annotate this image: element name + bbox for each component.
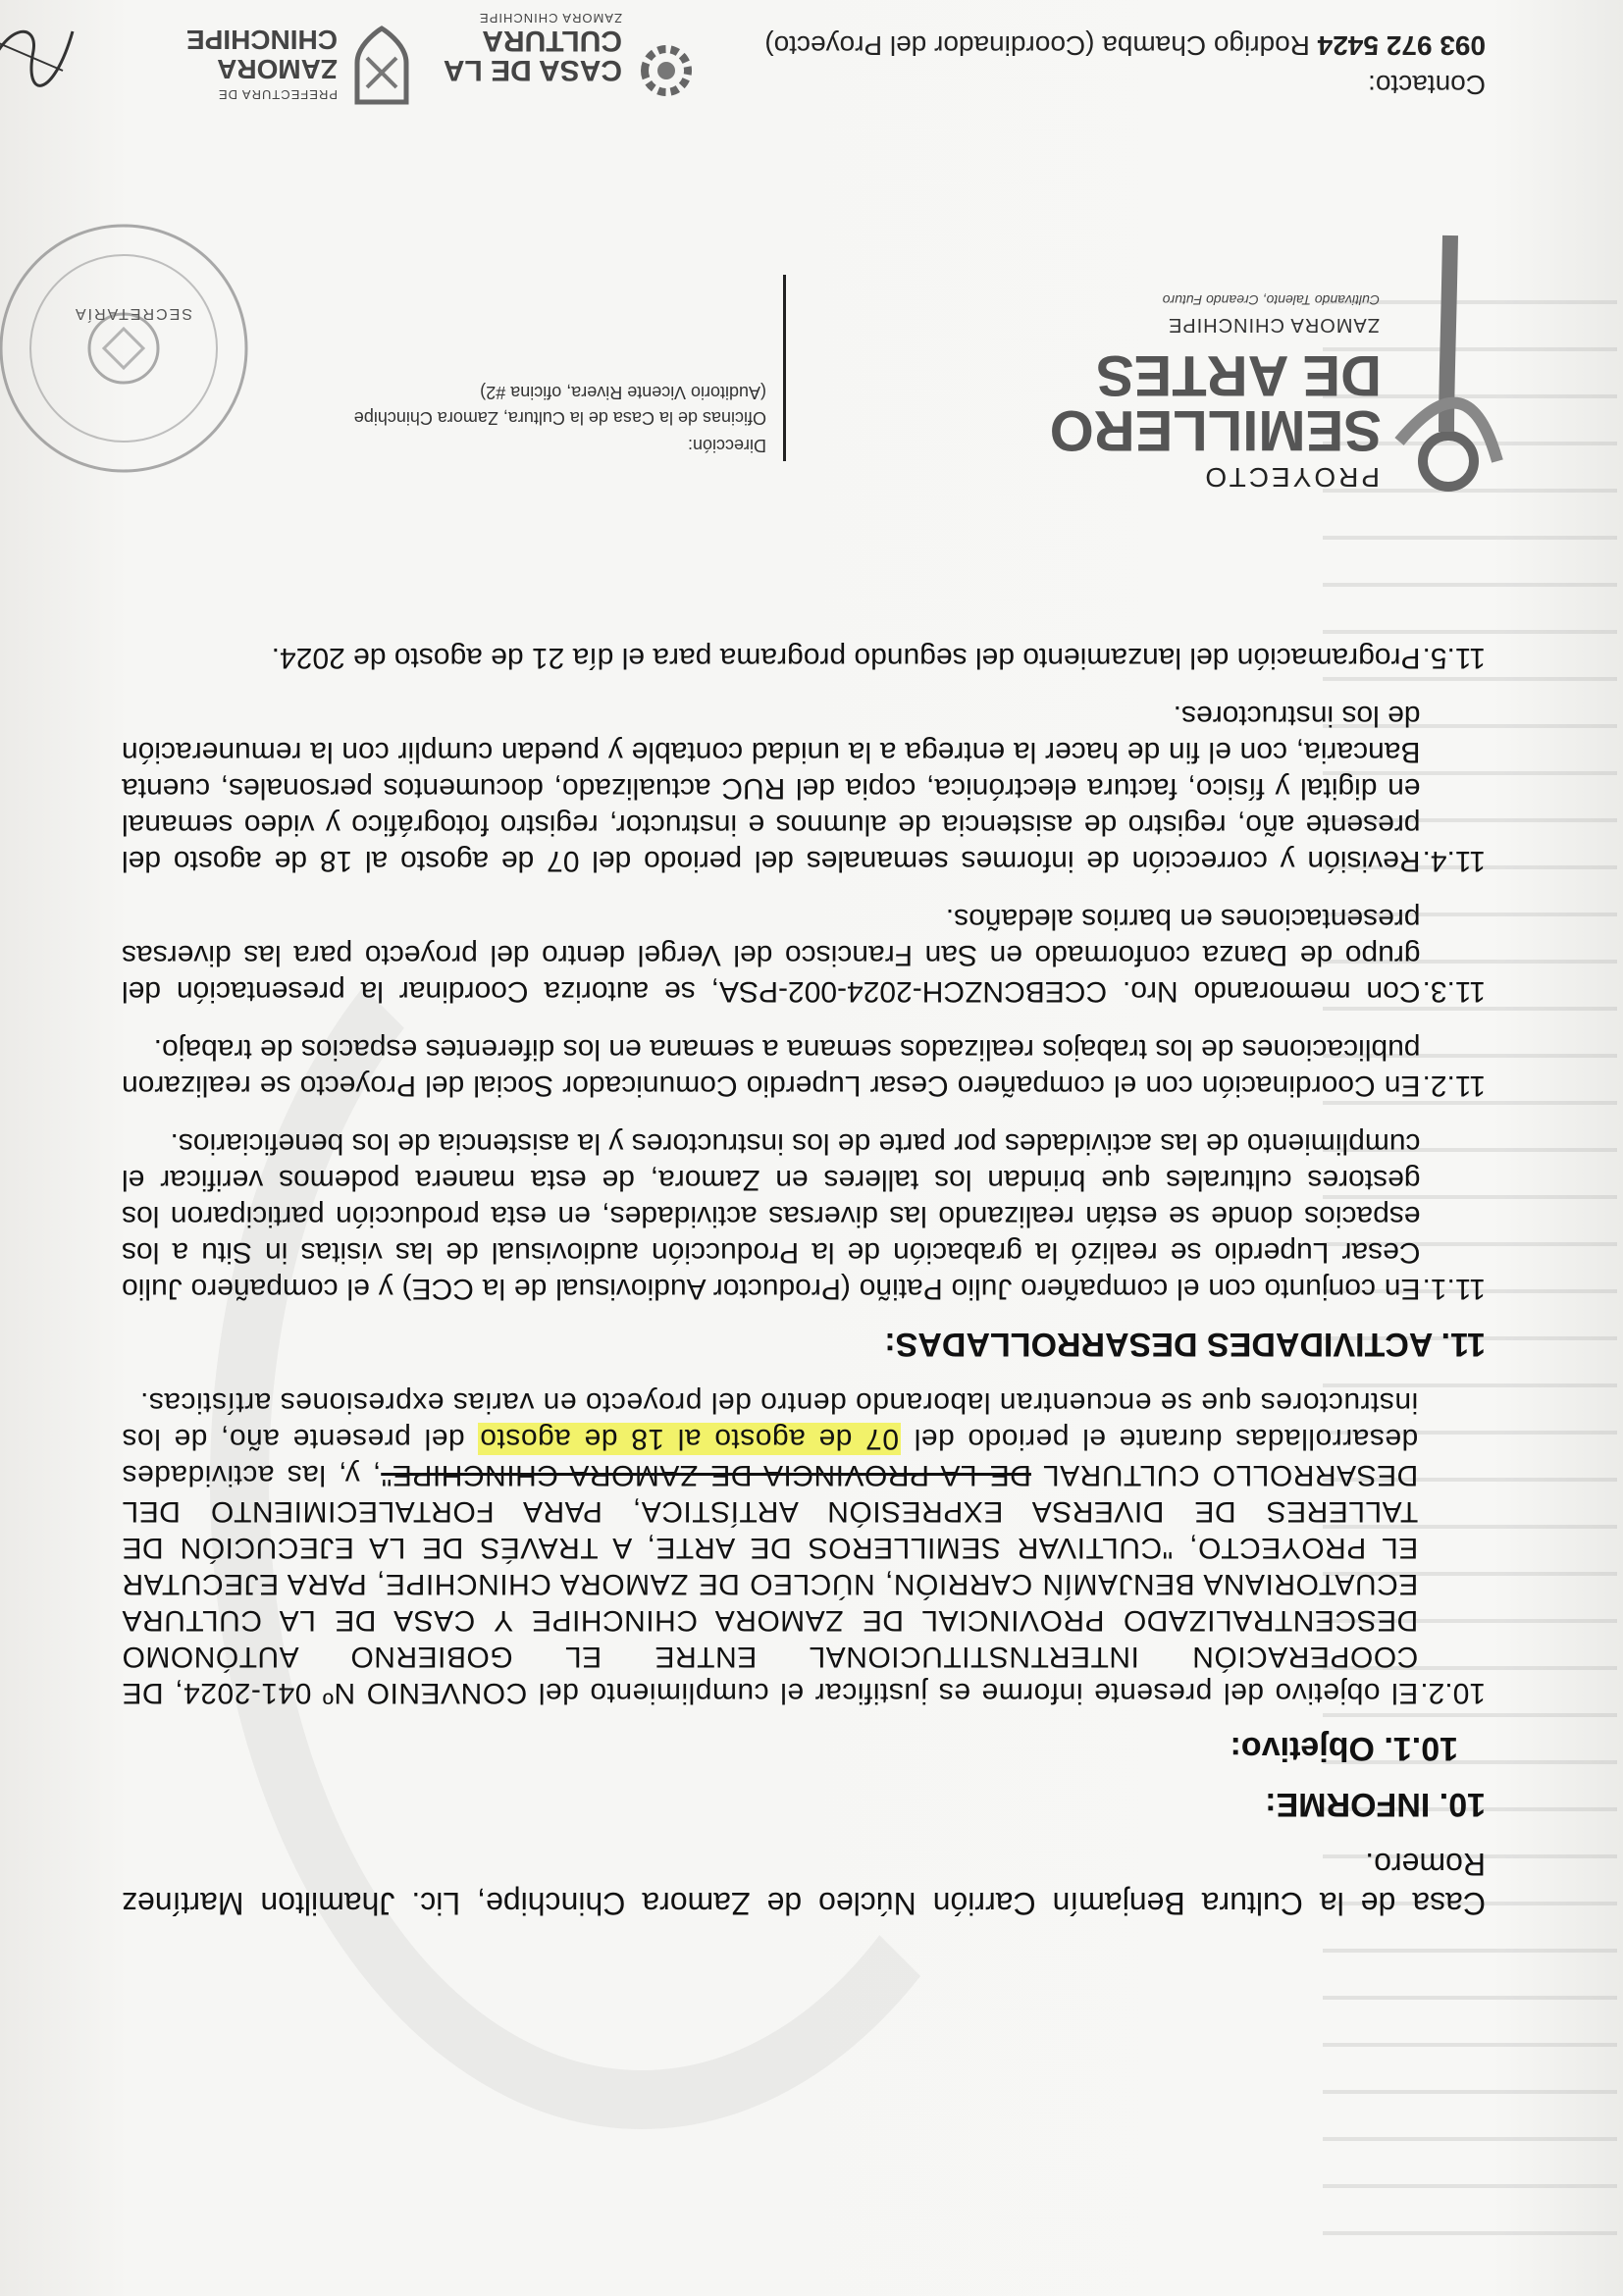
document-body [122, 618, 1486, 1923]
semillero-logo [1049, 226, 1507, 500]
section-11-heading: 11. ACTIVIDADES DESARROLLADAS: [884, 1326, 1486, 1363]
logo-line-1: SEMILLERO [1049, 398, 1382, 462]
activity-item-4 [122, 698, 1486, 879]
handwritten-signature-icon [0, 2, 92, 110]
stamp-text: SECRETARÍA [73, 305, 192, 322]
casa-region: ZAMORA CHINCHIPE [478, 11, 622, 26]
section-10-heading: 10. INFORME: [1265, 1786, 1486, 1823]
activity-item-5 [122, 640, 1486, 676]
objective-text-end: del presente año, de los instructores que se encuentran laborando dentro del proyecto en varias expresiones artísticas. [122, 1386, 1419, 1455]
paragraph-number: 10.2. [1420, 1677, 1486, 1709]
paragraph-10-2 [122, 1384, 1486, 1711]
activity-number: 11.1. [1422, 1273, 1486, 1305]
coat-of-arms-icon [347, 24, 416, 112]
prefectura-line-1: ZAMORA [217, 54, 338, 84]
section-10-1-heading: 10.1. Objetivo: [1230, 1730, 1458, 1767]
contact-phone: 093 972 5424 [1317, 30, 1486, 61]
contact-name: Rodrigo Chamba (Coordinador del Proyecto) [764, 30, 1310, 61]
logo-region: ZAMORA CHINCHIPE [1167, 314, 1380, 336]
footer [112, 12, 1486, 100]
casa-cultura-logo [445, 12, 701, 120]
direccion-line-1: Oficinas de la Casa de la Cultura, Zamora Chinchipe [353, 408, 766, 428]
header-divider [783, 275, 786, 461]
activity-text: En Coordinación con el compañero Cesar Luperdio Comunicador Social del Proyecto se realizaron publicaciones de los trabajos realizados semana a semana en los diferentes espacios de trabajo. [122, 1033, 1421, 1102]
activity-item-2 [122, 1031, 1486, 1104]
activity-number: 11.4. [1422, 845, 1486, 877]
activity-item-3 [122, 901, 1486, 1010]
casa-line-2: CULTURA [482, 25, 622, 57]
prefectura-label: PREFECTURA DE [217, 87, 338, 102]
prefectura-line-2: CHINCHIPE [185, 25, 338, 55]
direccion-label: Dirección: [687, 436, 766, 455]
activity-number: 11.3. [1422, 975, 1486, 1008]
project-label: PROYECTO [1202, 462, 1380, 493]
struck-text: DE LA PROVINCIA DE ZAMORA CHINCHIPE" [381, 1459, 1031, 1491]
contact-label: Contacto: [1368, 70, 1486, 100]
direccion-line-2: (Auditorio Vicente Rivera, oficina #2) [480, 383, 766, 402]
prefectura-logo [161, 12, 416, 120]
logo-tagline: Cultivando Talento, Creando Futuro [1162, 292, 1380, 308]
contact-line [764, 29, 1486, 61]
objective-text-continued: , y, las actividades desarrolladas durante el periodo del [122, 1423, 1419, 1491]
activity-number: 11.5. [1422, 642, 1486, 674]
highlighted-period: 07 de agosto al 18 de agosto [479, 1423, 899, 1455]
gear-icon [632, 31, 701, 110]
activity-item-1 [122, 1125, 1486, 1307]
dancer-figure-icon [1385, 226, 1507, 500]
official-stamp-icon [0, 216, 256, 481]
activity-text: En conjunto con el compañero Julio Patiño (Productor Audiovisual de la CCE) y el compañero Julio Cesar Luperdio se realizó la grabación de la Producción audiovisual de las visitas in Situ a los espacios donde se están realizando las diversas actividades, en esta producción participaron los gestores culturales que brindan los talleres en Zamora, de esta manera podemos verificar el cumplimiento de las actividades por parte de los instructores y la asistencia de los beneficiarios. [122, 1127, 1421, 1305]
logo-line-2: DE ARTES [1095, 343, 1382, 407]
activity-text: Revisión y corrección de informes semanales del periodo del 07 de agosto al 18 de agosto del presente año, registro de asistencia de alumnos e instructor, registro fotográfico y video semanal en digital y físico, factura electrónica, copia del RUC actualizado, documentos personales, cuenta Bancaria, con el fin de hacer la entrega a la unidad contable y puedan cumplir con la remuneración de los instructores. [122, 700, 1421, 877]
casa-line-1: CASA DE LA [443, 54, 622, 86]
activity-text: Programación del lanzamiento del segundo programa para el día 21 de agosto de 2024. [271, 642, 1421, 674]
activity-text: Con memorando Nro. CCEBCNZCH-2024-002-PSA, se autoriza Coordinar la presentación del grupo de Danza conformado en San Francisco del Vergel dentro del proyecto para las diversas presentaciones en barrios aledaños. [122, 903, 1421, 1008]
activity-number: 11.2. [1422, 1070, 1486, 1102]
addressee-line: Casa de la Cultura Benjamín Carrión Núcleo de Zamora Chinchipe, Lic. Jhamilton Martínez Romero. [122, 1847, 1486, 1921]
objective-text: El objetivo del presente informe es justificar el cumplimiento del CONVENIO Nº 041-2024, DE COOPERACIÓN INTERTNSTITUCIONAL ENTRE EL GOBIERNO AUTÓNOMO DESCENTRALIZADO PROVINCIAL DE ZAMORA CHINCHIPE Y CASA DE LA CULTURA ECUATORIANA BENJAMÍN CARRIÓN, NÚCLEO DE ZAMORA CHINCHIPE, PARA EJECUTAR EL PROYECTO, "CULTIVAR SEMILLEROS DE ARTE, A TRAVÉS DE LA EJECUCIÓN DE TALLERES DE DIVERSA EXPRESIÓN ARTÍSTICA, PARA FORTALECIMIENTO DEL DESARROLLO CULTURAL [122, 1459, 1419, 1709]
letterhead [55, 206, 1507, 500]
logo-title [1049, 343, 1382, 462]
paragraph-text [122, 1384, 1418, 1711]
